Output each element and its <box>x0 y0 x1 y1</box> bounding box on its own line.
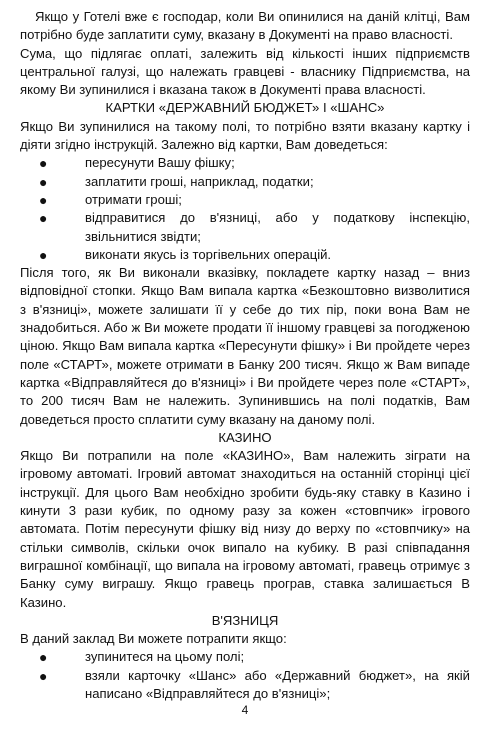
section-heading-casino: КАЗИНО <box>218 429 272 445</box>
intro-paragraph-hotel-owner: Якщо у Готелі вже є господар, коли Ви опинилися на даній клітці, Вам потрібно буде заплатити суму, вказану в Документі на право власності. <box>20 9 470 43</box>
cards-after-paragraph: Після того, як Ви виконали вказівку, покладете картку назад – вниз відповідної стопки. Якщо Вам випала картка «Безкоштовно визволитися з в'язниці», можете залишати її у себе до тих пір, поки вона Вам не знадобиться. Або ж Ви можете продати її іншому гравцеві за погодженою ціною. Якщо Вам випала картка «Пересунути фішку» і Ви пройдете через поле «СТАРТ», можете отримати в Банку 200 тисяч. Якщо ж Вам випаде картка «Відправляйтеся до в'язниці» і Ви пройдете через поле «СТАРТ», то 200 тисяч Вам не належить. Зупинившись на полі податків, Вам доведеться просто сплатити суму вказану на даному полі. <box>20 265 470 427</box>
bullet-icon: ● <box>39 210 48 227</box>
list-item-text: виконати якусь із торгівельних операцій. <box>85 246 332 262</box>
prison-lead-paragraph: В даний заклад Ви можете потрапити якщо: <box>20 631 287 647</box>
list-item <box>39 648 470 666</box>
list-item-text: відправитися до в'язниці, або у податкову інспекцію, звільнитися звідти; <box>85 210 470 244</box>
list-item-text: взяли карточку «Шанс» або «Державний бюджет», на якій написано «Відправляйтеся до в'язниці»; <box>85 667 470 701</box>
list-item <box>39 173 470 191</box>
bullet-icon: ● <box>39 649 48 666</box>
list-item <box>39 667 470 704</box>
cards-lead-paragraph: Якщо Ви зупинилися на такому полі, то потрібно взяти вказану картку і діяти згідно інструкцій. Залежно від картки, Вам доведеться: <box>20 118 470 153</box>
section-heading-cards: КАРТКИ «ДЕРЖАВНИЙ БЮДЖЕТ» І «ШАНС» <box>105 100 385 116</box>
list-item-text: отримати гроші; <box>85 191 182 207</box>
bullet-icon: ● <box>39 667 48 684</box>
list-item <box>39 209 470 246</box>
list-item <box>39 191 470 209</box>
section-heading-prison: В'ЯЗНИЦЯ <box>211 612 279 628</box>
casino-paragraph: Якщо Ви потрапили на поле «КАЗИНО», Вам належить зіграти на ігровому автоматі. Ігровий автомат знаходиться на останній сторінці цієї інструкції. Для цього Вам необхідно зробити будь-яку ставку в Казино і кинути 3 рази кубик, по одному разу за кожен «стовпчик» ігрового автомата. Потім пересунути фішку від низу до верху по «стовпчику» на стільки символів, скільки очок випало на кубику. В разі співпадання виграшної комбінації, що випала на ігровому автоматі, гравець отримує з Банку суму виграшу. Якщо гравець програв, ставка залишається В Казино. <box>20 448 470 610</box>
list-item <box>39 154 470 172</box>
cards-action-list <box>20 154 470 264</box>
page-number: 4 <box>241 703 249 717</box>
list-item <box>39 246 470 264</box>
bullet-icon: ● <box>39 155 48 172</box>
list-item-text: зупинитеся на цьому полі; <box>85 649 245 665</box>
list-item-text: заплатити гроші, наприклад, податки; <box>85 173 314 189</box>
bullet-icon: ● <box>39 191 48 208</box>
bullet-icon: ● <box>39 246 48 263</box>
intro-paragraph-payment-amount: Сума, що підлягає оплаті, залежить від кількості інших підприємств центральної галузі, що належать гравцеві - власнику Підприємства, на якому Ви зупинилися і вказана також в Документі права власності. <box>20 45 470 98</box>
bullet-icon: ● <box>39 173 48 190</box>
prison-condition-list <box>20 648 470 703</box>
list-item-text: пересунути Вашу фішку; <box>85 155 235 171</box>
